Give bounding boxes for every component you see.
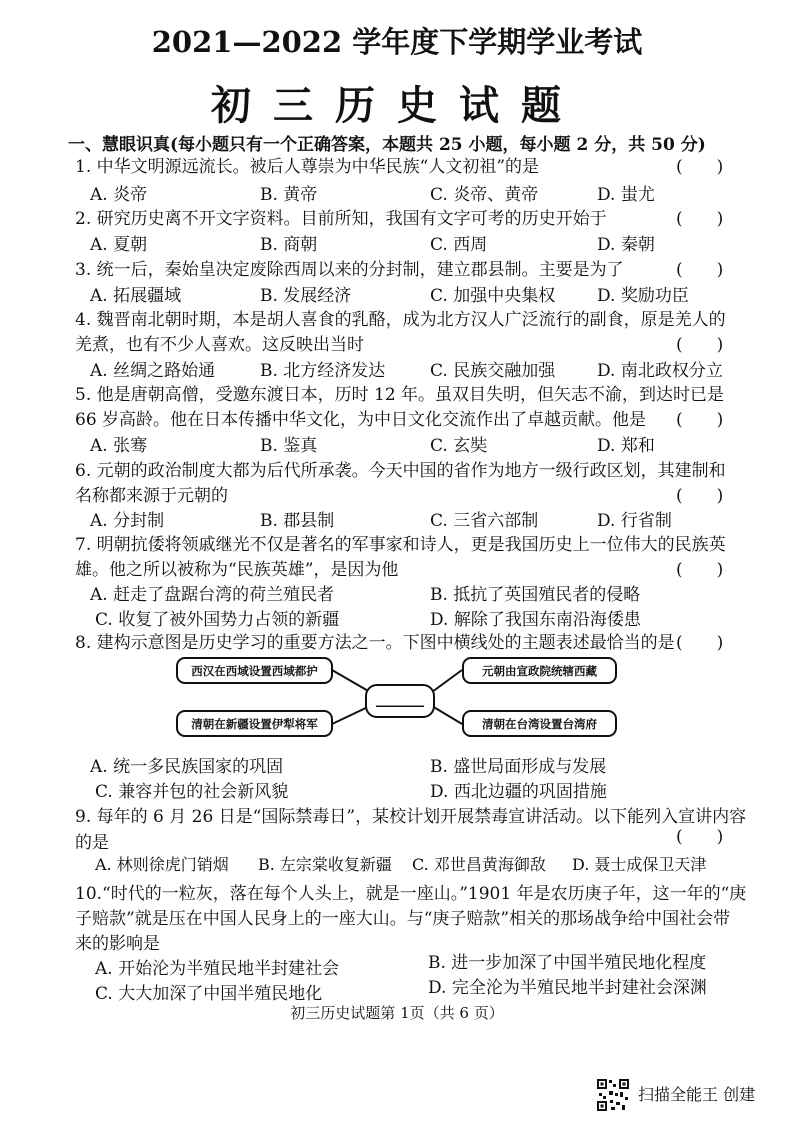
question-3-stem: 3. 统一后，秦始皇决定废除西周以来的分封制，建立郡县制。主要是为了 (75, 260, 624, 280)
qr-code-icon (596, 1078, 630, 1112)
question-4-stem: 4. 魏晋南北朝时期，本是胡人喜食的乳酪，成为北方汉人广泛流行的副食，原是羌人的 (75, 310, 726, 330)
q9-option-b: B. 左宗棠收复新疆 (258, 855, 392, 874)
question-9-stem-cont: 的是 (75, 833, 109, 853)
question-1-stem: 1. 中华文明源远流长。被后人尊崇为中华民族“人文初祖”的是 (75, 157, 540, 177)
q4-option-b: B. 北方经济发达 (260, 361, 386, 381)
question-2-stem: 2. 研究历史离不开文字资料。目前所知，我国有文字可考的历史开始于 (75, 209, 607, 229)
page-footer: 初三历史试题第 1页（共 6 页） (290, 1004, 504, 1022)
q2-option-c: C. 西周 (430, 235, 488, 255)
question-8-stem: 8. 建构示意图是历史学习的重要方法之一。下图中横线处的主题表述最恰当的是 (75, 633, 675, 653)
q6-option-c: C. 三省六部制 (430, 511, 539, 531)
q10-option-b: B. 进一步加深了中国半殖民地化程度 (428, 953, 707, 973)
q7-option-b: B. 抵抗了英国殖民者的侵略 (430, 585, 641, 605)
q5-option-b: B. 鉴真 (260, 436, 318, 456)
answer-blank-6: ( ) (676, 486, 724, 506)
q1-option-b: B. 黄帝 (260, 185, 318, 205)
question-10-stem-cont-1: 子赔款”就是压在中国人民身上的一座大山。与“庚子赔款”相关的那场战争给中国社会带 (75, 909, 731, 929)
diagram-box-top-right: 元朝由宣政院统辖西藏 (462, 657, 617, 684)
q4-option-a: A. 丝绸之路始通 (90, 361, 216, 381)
q5-option-a: A. 张骞 (90, 436, 148, 456)
q1-option-d: D. 蚩尤 (597, 185, 655, 205)
diagram-box-top-left: 西汉在西域设置西域都护 (176, 657, 333, 684)
diagram-center-box (365, 684, 435, 718)
q6-option-d: D. 行省制 (597, 511, 672, 531)
q9-option-a: A. 林则徐虎门销烟 (95, 855, 229, 874)
q8-option-b: B. 盛世局面形成与发展 (430, 757, 607, 777)
answer-blank-3: ( ) (676, 260, 724, 280)
q3-option-a: A. 拓展疆域 (90, 286, 182, 306)
q10-option-d: D. 完全沦为半殖民地半封建社会深渊 (428, 978, 707, 998)
question-7-stem: 7. 明朝抗倭将领戚继光不仅是著名的军事家和诗人，更是我国历史上一位伟大的民族英 (75, 535, 726, 555)
question-10-stem-cont-2: 来的影响是 (75, 934, 160, 954)
q8-option-a: A. 统一多民族国家的巩固 (90, 757, 284, 777)
q10-option-c: C. 大大加深了中国半殖民地化 (95, 984, 323, 1004)
question-10-stem: 10.“时代的一粒灰，落在每个人头上，就是一座山。”1901 年是农历庚子年，这一年的“庚 (75, 884, 747, 904)
q6-option-b: B. 郡县制 (260, 511, 335, 531)
q3-option-c: C. 加强中央集权 (430, 286, 556, 306)
q9-option-c: C. 邓世昌黄海御敌 (412, 855, 546, 874)
section-heading: 一、慧眼识真(每小题只有一个正确答案，本题共 25 小题，每小题 2 分，共 50 分) (68, 135, 706, 155)
q1-option-a: A. 炎帝 (90, 185, 148, 205)
question-4-stem-cont: 羌煮，也有不少人喜欢。这反映出当时 (75, 335, 364, 355)
q8-option-d: D. 西北边疆的巩固措施 (430, 782, 607, 802)
question-9-stem: 9. 每年的 6 月 26 日是“国际禁毒日”，某校计划开展禁毒宣讲活动。以下能列入宣讲内容 (75, 807, 747, 827)
answer-blank-5: ( ) (676, 410, 724, 430)
answer-blank-9: ( ) (676, 827, 724, 847)
diagram-center-blank: ______ (376, 688, 424, 707)
q3-option-d: D. 奖励功臣 (597, 286, 689, 306)
diagram-box-bottom-left: 清朝在新疆设置伊犁将军 (176, 710, 333, 737)
q6-option-a: A. 分封制 (90, 511, 165, 531)
answer-blank-8: ( ) (676, 633, 724, 653)
question-6-stem: 6. 元朝的政治制度大都为后代所承袭。今天中国的省作为地方一级行政区划，其建制和 (75, 461, 726, 481)
q8-option-c: C. 兼容并包的社会新风貌 (95, 782, 289, 802)
q5-option-c: C. 玄奘 (430, 436, 488, 456)
answer-blank-7: ( ) (676, 560, 724, 580)
q2-option-a: A. 夏朝 (90, 235, 148, 255)
q9-option-d: D. 聂士成保卫天津 (572, 855, 707, 874)
question-5-stem-cont: 66 岁高龄。他在日本传播中华文化，为中日文化交流作出了卓越贡献。他是 (75, 410, 647, 430)
q7-option-a: A. 赶走了盘踞台湾的荷兰殖民者 (90, 585, 335, 605)
q3-option-b: B. 发展经济 (260, 286, 352, 306)
q1-option-c: C. 炎帝、黄帝 (430, 185, 539, 205)
question-7-stem-cont: 雄。他之所以被称为“民族英雄”，是因为他 (75, 560, 399, 580)
answer-blank-2: ( ) (676, 209, 724, 229)
q7-option-c: C. 收复了被外国势力占领的新疆 (95, 610, 340, 630)
diagram-box-bottom-right: 清朝在台湾设置台湾府 (462, 710, 617, 737)
answer-blank-4: ( ) (676, 335, 724, 355)
q10-option-a: A. 开始沦为半殖民地半封建社会 (95, 959, 340, 979)
q5-option-d: D. 郑和 (597, 436, 655, 456)
answer-blank-1: ( ) (676, 157, 724, 177)
q2-option-d: D. 秦朝 (597, 235, 655, 255)
q7-option-d: D. 解除了我国东南沿海倭患 (430, 610, 641, 630)
subject-title: 初三历史试题 (211, 82, 583, 129)
exam-title: 2021—2022 学年度下学期学业考试 (151, 25, 643, 59)
scanner-watermark-text: 扫描全能王 创建 (638, 1085, 756, 1104)
question-5-stem: 5. 他是唐朝高僧，受邀东渡日本，历时 12 年。虽双目失明，但矢志不渝，到达时已是 (75, 385, 725, 405)
q2-option-b: B. 商朝 (260, 235, 318, 255)
q4-option-d: D. 南北政权分立 (597, 361, 723, 381)
q4-option-c: C. 民族交融加强 (430, 361, 556, 381)
question-6-stem-cont: 名称都来源于元朝的 (75, 486, 228, 506)
